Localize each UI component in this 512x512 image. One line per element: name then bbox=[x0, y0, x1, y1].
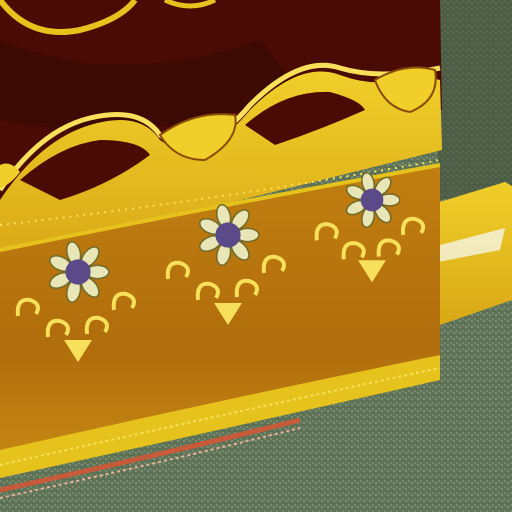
carpet-shadow bbox=[430, 0, 512, 200]
